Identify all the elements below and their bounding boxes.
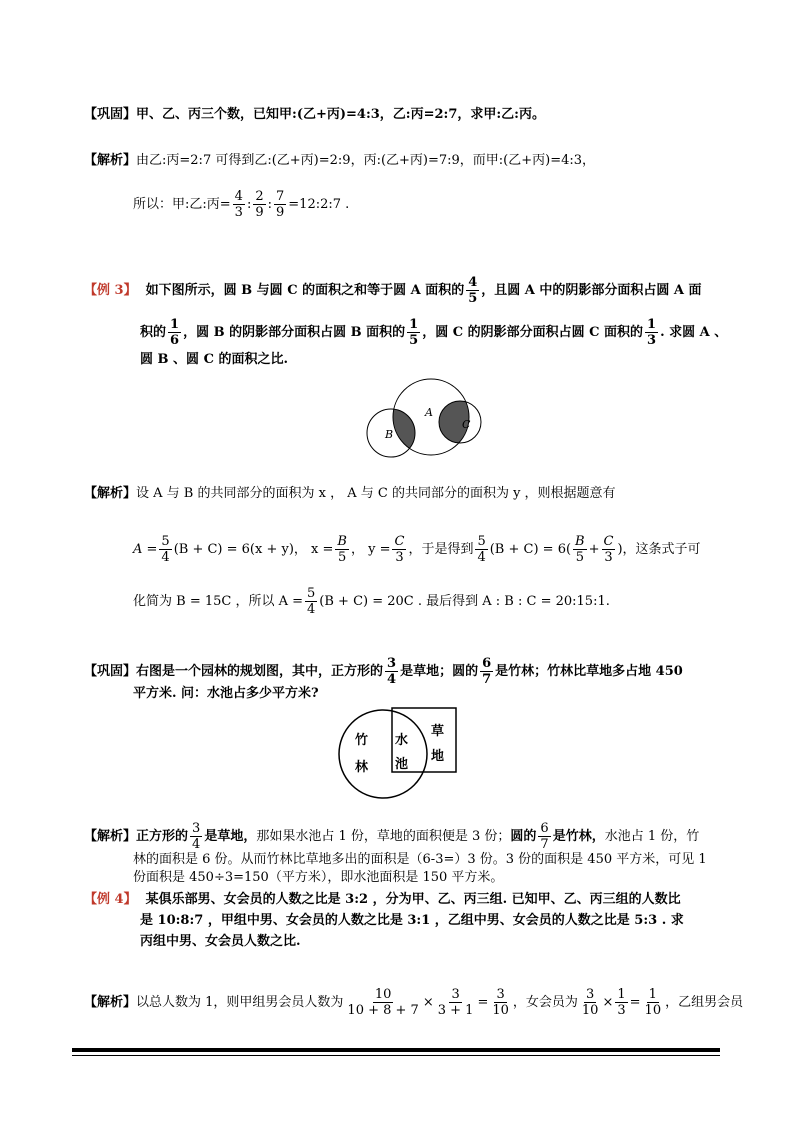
example-4-line-1 [84,891,681,909]
text: 某俱乐部男、女会员的人数之比是 3:2 ，分为甲、乙、丙三组. 已知甲、乙、丙三组的人数比 [145,892,681,907]
footer-rule-thin [72,1055,720,1056]
text: 圆的 [510,829,537,844]
numerator: B [337,534,347,549]
denominator: 3 [617,1003,626,1018]
fraction [305,586,317,617]
denominator: 4 [192,837,201,852]
denominator: 5 [338,550,347,565]
text: ，圆 B 的阴影部分面积占圆 B 面积的 [183,325,406,340]
fraction [480,656,493,687]
denominator: 4 [307,602,316,617]
numerator: 4 [234,189,243,204]
example-3-line-2 [140,317,727,348]
numerator: 5 [477,534,486,549]
fraction [168,317,181,348]
text: 是竹林；竹林比草地多占地 450 [495,664,683,679]
label-lin: 林 [355,760,369,775]
denominator: 4 [161,550,170,565]
fraction [335,534,349,565]
denominator: 5 [409,333,419,348]
denominator: 10 [492,1003,509,1018]
fraction [233,189,245,220]
solution-1-line-2 [133,189,349,220]
text: 丙组中男、女会员人数之比. [140,934,301,949]
consolidate-2-line-2 [133,685,319,703]
denominator: 3 [234,205,243,220]
denominator: 10 [644,1003,662,1018]
fraction [190,821,202,852]
numerator: 1 [170,317,180,332]
fraction [643,987,664,1018]
denominator: 4 [477,550,486,565]
fraction [345,987,420,1018]
denominator: 6 [170,333,180,348]
denominator: 5 [575,550,584,565]
text: ，女会员为 [512,995,578,1010]
tag: 【例 3】 [84,283,137,298]
label-chi: 池 [395,757,409,772]
text: ，于是得到 [408,542,474,557]
text: 是草地， [204,829,257,844]
tag: 【解析】 [84,486,137,501]
garden-plan-figure [335,702,465,802]
example-3-line-1 [84,275,702,306]
denominator: 3 [395,550,404,565]
numerator: 6 [540,821,549,836]
text: (B + C) = 20C . 最后得到 A : B : C = 20:15:1. [319,594,610,609]
text: ，圆 C 的阴影部分面积占圆 C 面积的 [422,325,644,340]
label-di: 地 [431,749,445,764]
fraction [253,189,265,220]
text: 是草地；圆的 [400,664,479,679]
numerator: 2 [255,189,264,204]
consolidate-1 [84,106,545,124]
numerator: 1 [617,987,626,1002]
denominator: 3 + 1 [437,1003,474,1018]
numerator: 1 [647,317,657,332]
text: 正方形的 [136,829,189,844]
fraction [274,189,286,220]
numerator: 10 [374,987,392,1002]
text: A = [133,542,158,557]
example-4-line-3 [140,933,301,951]
solution-3-line-1 [84,485,616,503]
tag: 【解析】 [84,829,137,844]
tag: 【巩固】 [84,664,137,679]
denominator: 7 [540,837,549,852]
fraction [159,534,171,565]
label-cao: 草 [431,724,445,739]
numerator: 1 [409,317,419,332]
numerator: 3 [387,656,397,671]
fraction [385,656,398,687]
text: . 求圆 A 、 [660,325,728,340]
denominator: 9 [255,205,264,220]
label-shui: 水 [395,733,409,748]
text: 设 A 与 B 的共同部分的面积为 x ， A 与 C 的共同部分的面积为 y ，则根据题意有 [136,486,616,501]
footer-rule-thick [72,1048,720,1052]
colon: : [246,197,252,212]
fraction [475,534,487,565]
solution-text: 由乙:丙=2:7 可得到乙:(乙+丙)=2:9，丙:(乙+丙)=7:9，而甲:(乙+丙)=4:3， [136,153,596,168]
solution-3-line-2 [133,534,701,565]
numerator: 5 [307,586,316,601]
text: 是 10:8:7 ，甲组中男、女会员的人数之比是 3:1 ，乙组中男、女会员的人数之比是 5:3 . 求 [140,913,684,928]
denominator: 3 [604,550,613,565]
text: 是竹林， [552,829,605,844]
solution-4-line-3 [133,869,503,887]
fraction [615,987,627,1018]
text: )，这条式子可 [617,542,701,557]
text: 所以：甲:乙:丙= [133,197,231,212]
example-3-line-3 [140,351,288,369]
text: =12:2:7 . [288,197,350,212]
numerator: B [575,534,585,549]
fraction [392,534,406,565]
denominator: 3 [647,333,657,348]
numerator: 3 [451,987,460,1002]
numerator: 3 [586,987,595,1002]
tag: 【例 4】 [84,892,137,907]
solution-1-line-1 [84,152,595,170]
text: 化简为 B = 15C ，所以 A = [133,594,304,609]
solution-4-line-2 [133,851,707,869]
denominator: 7 [482,672,492,687]
tag: 【解析】 [84,153,137,168]
numerator: 5 [161,534,170,549]
denominator: 5 [468,291,478,306]
consolidate-2-line-1 [84,656,683,687]
fraction [573,534,587,565]
numerator: 1 [648,987,657,1002]
colon: : [267,197,272,212]
numerator: C [603,534,614,549]
solution-4-line-1 [84,821,699,852]
text: 圆 B 、圆 C 的面积之比. [140,352,288,367]
fraction [602,534,616,565]
tag: 【解析】 [84,995,137,1010]
text: ， y = [350,542,391,557]
solution-5-line-1 [84,987,743,1018]
fraction [580,987,601,1018]
numerator: 4 [468,275,478,290]
denominator: 4 [387,672,397,687]
numerator: 3 [192,821,201,836]
text: ，乙组男会员 [665,995,744,1010]
text: 那如果水池占 1 份，草地的面积便是 3 份； [256,829,511,844]
fraction [436,987,476,1018]
numerator: C [394,534,405,549]
numerator: 6 [482,656,492,671]
question-text: 甲、乙、丙三个数，已知甲:(乙+丙)=4:3，乙:丙=2:7，求甲:乙:丙。 [136,107,545,122]
text: 积的 [140,325,167,340]
times: × [602,995,614,1010]
example-4-line-2 [140,912,684,930]
tag: 【巩固】 [84,107,137,122]
text: 林的面积是 6 份。从而竹林比草地多出的面积是（6-3=）3 份。3 份的面积是 450 平方米，可见 1 [133,852,707,867]
text: ，且圆 A 中的阴影部分面积占圆 A 面 [481,283,702,298]
text: 水池占 1 份，竹 [604,829,700,844]
fraction [466,275,479,306]
denominator: 10 [581,1003,599,1018]
text: 如下图所示，圆 B 与圆 C 的面积之和等于圆 A 面积的 [145,283,465,298]
label-a: A [425,406,433,419]
label-b: B [385,428,394,441]
label-zhu: 竹 [355,733,369,748]
times: × [422,995,434,1010]
equals: = [477,995,489,1010]
denominator: 10 + 8 + 7 [347,1003,419,1018]
label-c: C [462,418,471,431]
denominator: 9 [276,205,285,220]
numerator: 7 [276,189,285,204]
fraction [645,317,658,348]
text: (B + C) = 6( [489,542,572,557]
fraction [490,987,511,1018]
text: 平方米. 问：水池占多少平方米? [133,686,319,701]
three-circles-figure [365,375,505,465]
bamboo-circle [339,710,427,798]
equals: = [629,995,641,1010]
numerator: 3 [496,987,505,1002]
fraction [407,317,420,348]
text: 右图是一个园林的规划图，其中，正方形的 [136,664,384,679]
text: 以总人数为 1，则甲组男会员人数为 [136,995,344,1010]
text: 份面积是 450÷3=150（平方米），即水池面积是 150 平方米。 [133,870,504,885]
fraction [538,821,550,852]
solution-3-line-3 [133,586,610,617]
text: (B + C) = 6(x + y)， x = [173,542,334,557]
text: + [588,542,600,557]
